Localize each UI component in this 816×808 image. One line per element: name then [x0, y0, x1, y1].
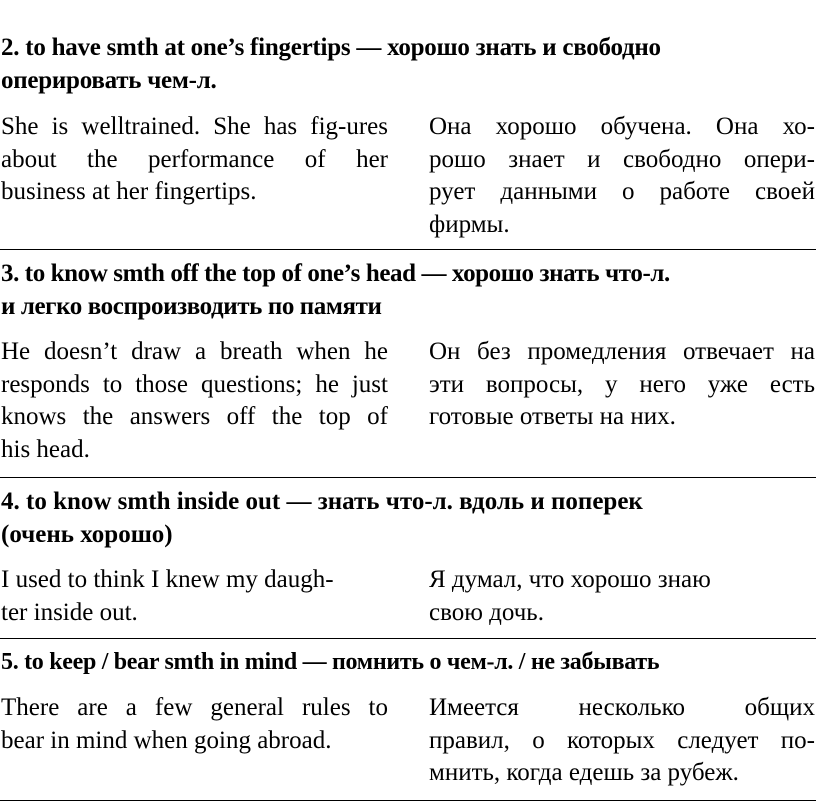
text-line: эти вопросы, у него уже есть: [429, 370, 815, 398]
english-example: [1, 564, 388, 629]
russian-translation: [429, 111, 815, 241]
text-line: knows the answers off the top of: [1, 403, 388, 430]
text-line: bear in mind when going abroad.: [1, 726, 332, 754]
text-line: about the performance of her: [1, 145, 388, 173]
russian-translation: [429, 692, 815, 790]
entry-divider: [0, 249, 816, 250]
entry-heading: [1, 257, 813, 323]
text-line: She is welltrained. She has fig-ures: [1, 113, 388, 140]
text-line: мнить, когда едешь за рубеж.: [429, 759, 739, 786]
heading-line: 4. to know smth inside out — знать что-л. вдоль и поперек: [1, 488, 643, 515]
text-line: Она хорошо обучена. Она хо-: [429, 113, 815, 140]
entry-heading: [1, 31, 813, 97]
entry-heading: [1, 646, 813, 679]
text-line: правил, о которых следует по-: [429, 726, 815, 754]
text-line: his head.: [1, 435, 90, 463]
text-line: свою дочь.: [429, 598, 544, 626]
english-example: [1, 336, 388, 466]
entry-divider: [0, 800, 816, 801]
entry-divider: [0, 638, 816, 639]
text-line: рует данными о работе своей: [429, 178, 815, 205]
heading-line: оперировать чем-л.: [1, 67, 217, 94]
text-line: Имеется несколько общих: [429, 694, 815, 721]
text-line: He doesn’t draw a breath when he: [1, 338, 388, 365]
text-line: ter inside out.: [1, 598, 138, 626]
text-line: responds to those questions; he just: [1, 370, 388, 398]
text-line: There are a few general rules to: [1, 694, 388, 721]
english-example: [1, 111, 388, 209]
entry-divider: [0, 477, 816, 478]
entry-heading: [1, 485, 813, 551]
heading-line: 3. to know smth off the top of one’s head — хорошо знать что-л.: [1, 260, 670, 287]
english-example: [1, 692, 388, 757]
russian-translation: [429, 336, 815, 434]
heading-line: и легко воспроизводить по памяти: [1, 293, 382, 320]
russian-translation: [429, 564, 815, 629]
text-line: Он без промедления отвечает на: [429, 338, 815, 365]
text-line: Я думал, что хорошо знаю: [429, 566, 711, 593]
text-line: готовые ответы на них.: [429, 403, 676, 430]
text-line: фирмы.: [429, 210, 510, 238]
text-line: рошо знает и свободно опери-: [429, 145, 815, 173]
heading-line: 2. to have smth at one’s fingertips — хорошо знать и свободно: [1, 34, 661, 61]
heading-line: 5. to keep / bear smth in mind — помнить о чем-л. / не забывать: [1, 649, 660, 675]
heading-line: (очень хорошо): [1, 521, 173, 548]
text-line: business at her fingertips.: [1, 178, 257, 205]
text-line: I used to think I knew my daugh-: [1, 566, 334, 593]
